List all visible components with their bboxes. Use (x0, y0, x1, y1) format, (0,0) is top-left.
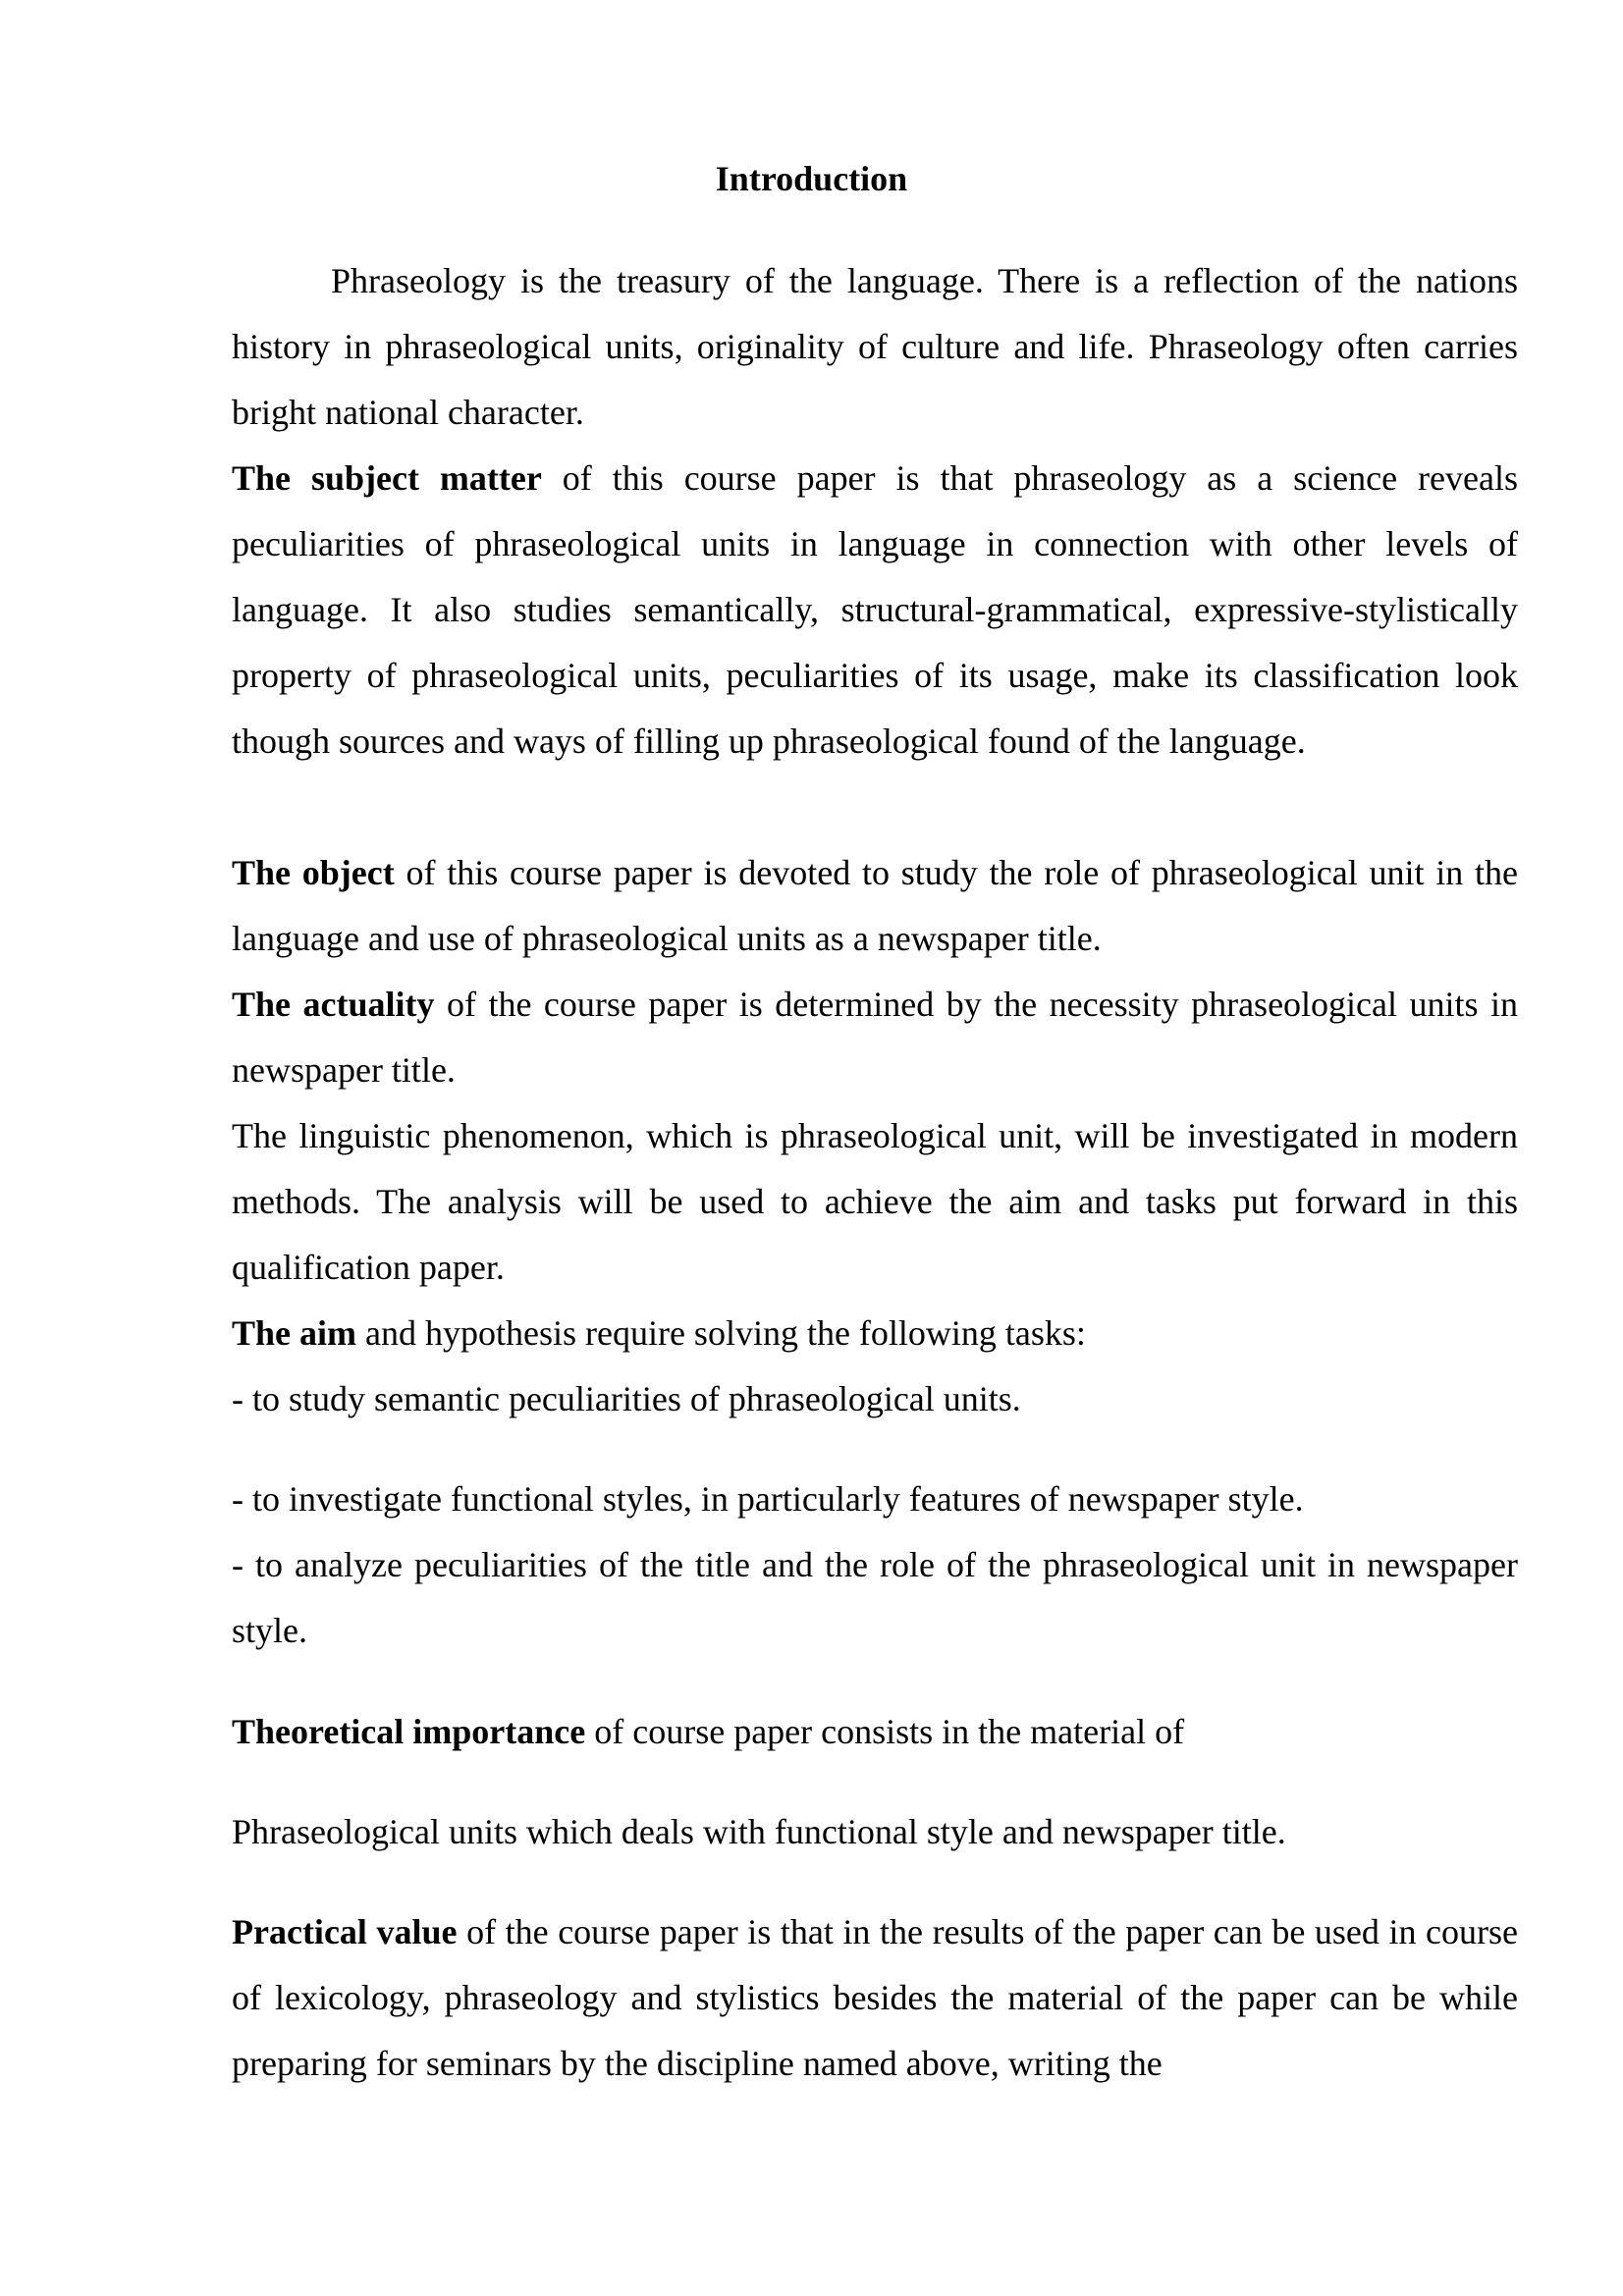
linguistic-paragraph: The linguistic phenomenon, which is phraseological unit, will be investigated in modern methods. The analysis will be used to achieve the aim and tasks put forward in this qualification paper. (232, 1116, 1518, 1287)
subject-text: of this course paper is that phraseology as a science reveals peculiarities of phraseological units in language in connection with other levels of language. It also studies semantically, structural-grammatical, expressive-stylistically property of phraseological units, peculiarities of its usage, make its classification look though sources and ways of filling up phraseological found of the language. (232, 458, 1518, 761)
task-item-3: - to analyze peculiarities of the title and the role of the phraseological unit in newspaper style. (232, 1545, 1518, 1650)
object-paragraph (232, 840, 1518, 972)
aim-paragraph (232, 1301, 1518, 1366)
theoretical-paragraph (232, 1699, 1518, 1765)
actuality-lead: The actuality (232, 985, 435, 1024)
practical-text: of the course paper is that in the results of the paper can be used in course of lexicology, phraseology and stylistics besides the material of the paper can be while preparing for seminars by the discipline named above, writing the (232, 1912, 1518, 2083)
task-item-2: - to investigate functional styles, in particularly features of newspaper style. (232, 1479, 1304, 1519)
theoretical-continuation: Phraseological units which deals with functional style and newspaper title. (232, 1812, 1286, 1851)
object-text: of this course paper is devoted to study the role of phraseological unit in the language and use of phraseological units as a newspaper title. (232, 853, 1519, 958)
object-lead: The object (232, 853, 395, 892)
subject-paragraph (232, 446, 1518, 774)
subject-lead: The subject matter (232, 458, 542, 498)
actuality-text: of the course paper is determined by the necessity phraseological units in newspaper title. (232, 985, 1518, 1090)
practical-lead: Practical value (232, 1912, 458, 1951)
practical-paragraph (232, 1899, 1518, 2097)
aim-lead: The aim (232, 1313, 357, 1353)
page-title: Introduction (715, 159, 908, 198)
intro-paragraph: Phraseology is the treasury of the language. There is a reflection of the nations history in phraseological units, originality of culture and life. Phraseology often carries bright national character. (232, 261, 1518, 432)
theoretical-lead: Theoretical importance (232, 1712, 586, 1751)
task-item-1: - to study semantic peculiarities of phraseological units. (232, 1379, 1021, 1418)
theoretical-text: of course paper consists in the material of (585, 1712, 1185, 1751)
aim-text: and hypothesis require solving the following tasks: (356, 1313, 1086, 1353)
actuality-paragraph (232, 972, 1518, 1103)
